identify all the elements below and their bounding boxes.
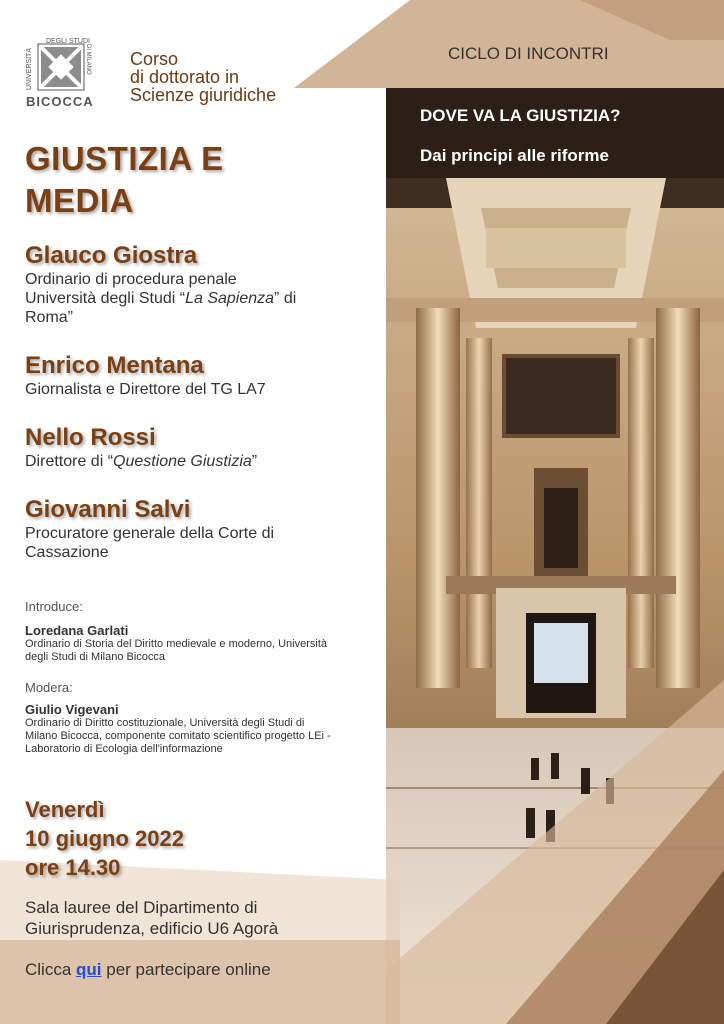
role-emphasis: La Sapienza: [185, 290, 275, 307]
speaker-role-line: Roma”: [25, 309, 74, 326]
speaker-name: Glauco Giostra: [25, 242, 198, 269]
online-text-pre: Clicca: [25, 960, 77, 979]
speaker-role-line: Ordinario di procedura penale: [25, 271, 237, 288]
speaker-role-line: Cassazione: [25, 544, 109, 561]
role-text: ”: [251, 453, 258, 470]
modera-desc-line: Laboratorio di Ecologia dell'informazione: [25, 743, 223, 755]
speaker-role-line: [25, 289, 375, 308]
introduce-desc-line: degli Studi di Milano Bicocca: [25, 651, 166, 663]
modera-label: Modera:: [25, 680, 73, 695]
online-link[interactable]: qui: [76, 960, 102, 979]
introduce-desc-line: Ordinario di Storia del Diritto medievale e moderno, Università: [25, 638, 328, 650]
speaker-mentana: [25, 352, 375, 399]
online-participation: [25, 960, 271, 980]
series-label: CICLO DI INCONTRI: [448, 44, 609, 63]
introduce-name: Loredana Garlati: [25, 623, 129, 638]
event-title: [25, 138, 224, 222]
course-line-1: Corso: [130, 49, 179, 69]
logo-university-text: UNIVERSITÀ: [26, 47, 33, 90]
speaker-role-line: Procuratore generale della Corte di: [25, 525, 275, 542]
series-title: DOVE VA LA GIUSTIZIA?: [420, 106, 621, 125]
online-text-post: per partecipare online: [101, 960, 271, 979]
event-date: 10 giugno 2022: [25, 826, 184, 851]
speaker-role: [25, 524, 375, 562]
speaker-name: Enrico Mentana: [25, 352, 204, 379]
venue-line-2: Giurisprudenza, edificio U6 Agorà: [25, 919, 279, 938]
introduce-block: [25, 599, 375, 664]
speaker-giostra: [25, 242, 375, 327]
role-text: Università degli Studi “: [25, 290, 186, 307]
speaker-name: Giovanni Salvi: [25, 496, 191, 523]
speaker-name: Nello Rossi: [25, 424, 156, 451]
course-title: [130, 50, 276, 104]
title-line-1: GIUSTIZIA E: [25, 140, 224, 177]
course-line-2: di dottorato in: [130, 67, 240, 87]
logo-milano-text: DI MILANO: [85, 44, 91, 75]
event-day: Venerdì: [25, 797, 105, 822]
venue-band: [0, 860, 400, 1024]
title-line-2: MEDIA: [25, 182, 134, 219]
event-time: ore 14.30: [25, 855, 121, 880]
speaker-salvi: [25, 496, 375, 562]
role-text: Direttore di “: [25, 453, 114, 470]
venue-line-1: Sala lauree del Dipartimento di: [25, 898, 258, 917]
speaker-role: [25, 270, 375, 327]
modera-desc-line: Milano Bicocca, componente comitato scientifico progetto LEi -: [25, 730, 331, 742]
university-logo: [26, 38, 102, 112]
logo-brand-text: BICOCCA: [26, 94, 94, 109]
course-line-3: Scienze giuridiche: [130, 85, 277, 105]
logo-degli-studi-text: DEGLI STUDI: [46, 38, 90, 45]
corner-wedges: [386, 640, 724, 1024]
speaker-role: Giornalista e Direttore del TG LA7: [25, 381, 266, 398]
event-datetime: [25, 795, 184, 882]
series-subtitle: Dai principi alle riforme: [420, 146, 609, 165]
introduce-label: Introduce:: [25, 599, 83, 614]
modera-desc-line: Ordinario di Diritto costituzionale, Università degli Studi di: [25, 717, 305, 729]
role-emphasis: Questione Giustizia: [113, 453, 252, 470]
speaker-rossi: [25, 424, 375, 471]
modera-name: Giulio Vigevani: [25, 702, 119, 717]
modera-block: [25, 680, 375, 756]
role-text: ” di: [274, 290, 297, 307]
speaker-role: [25, 452, 375, 471]
event-venue: [25, 897, 278, 939]
